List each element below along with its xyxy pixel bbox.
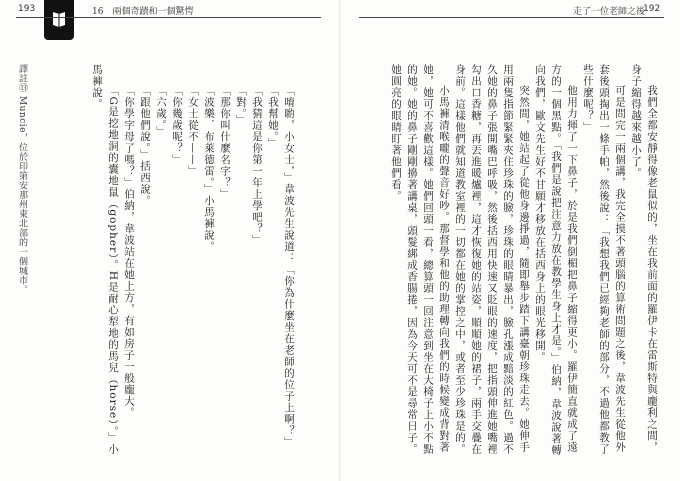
right-page-number: 192	[643, 4, 661, 14]
paragraph: 「唷喲，小女士，」韋波先生說道：「你為什麼坐在老師的位子上啊？」	[283, 85, 295, 448]
paragraph: 「G是挖地洞的囊地鼠（gopher）。H是耐心犁地的馬兒（horse）。」小馬褲說。	[91, 64, 119, 455]
paragraph: 「跟他們說。」括西說。	[139, 85, 151, 207]
paragraph: 「你學字母了嗎？」伯納，韋波站在她上方，有如房子一般龐大。	[123, 85, 135, 419]
left-body-text	[89, 64, 297, 464]
left-page	[0, 0, 339, 481]
paragraph: 他用力揮了一下鼻子，於是我們倒楣把鼻子縮得更小。羅伊簡直就成了遠方的一個黑點。「我們是說把注意力放在教學生身上才是。」伯納，韋波說著轉向我們，歐文先生好不甘願才移放在括西身上的眼光移開。	[534, 64, 578, 456]
paragraph: 「對。」	[235, 85, 247, 126]
right-page	[341, 0, 680, 481]
paragraph: 突然間，她站起了從他身邊掙過，隨即舉步踏下講臺朝珍珠走去。她伸手用兩隻指節緊緊夾住珍珠的臉，珍珠的眼睛暴出，臉孔漲成黯淡的紅色。過不久她的鼻子張開嘴巴呼吸，然後括西用快速又貶眼的速度，把指頭伸進她嘴裡勾出口香糖，再丟進暖爐裡，這才恢復她的站姿，順順她的裙子，兩手交疊在身前。這樣他們就知道教室裡的一切都在她的掌控之中，或者至少珍珠是的。	[454, 64, 530, 455]
book-logo-icon	[51, 10, 67, 28]
left-chapter-label: 16 兩個奇蹟和一個驚愕	[92, 7, 194, 17]
paragraph: 「那你叫什麼名字？」	[219, 85, 231, 200]
left-header-rule	[16, 17, 321, 18]
right-body-text	[360, 64, 660, 464]
paragraph: 「女士從不——」	[187, 85, 199, 177]
right-chapter-label: 走了一位老師之後	[573, 7, 646, 17]
paragraph: 「我猜這是你第一年上學吧？」	[251, 85, 263, 246]
left-page-number: 193	[18, 4, 36, 14]
paragraph: 我們全都安靜得像老鼠似的，坐在我前面的羅伊卡在雷斯特與龐利之間，身子縮得越來越小了。	[630, 64, 658, 453]
paragraph: 「波樂．布萊德雷。」小馬褲說。	[203, 85, 215, 253]
paragraph: 「你幾歲呢？」	[171, 85, 183, 166]
right-header-rule	[359, 17, 664, 18]
paragraph: 「六歲。」	[155, 85, 167, 138]
chapter-tab	[44, 0, 74, 40]
paragraph: 「我幫她。」	[267, 85, 279, 149]
footnote: 譯註⑬ Muncie，位於印第安那州東北部的一個城市。	[17, 64, 27, 295]
paragraph: 可是問完一兩個講，我完全摸不著頭腦的算術問題之後，韋波先生從他外套後頭掏出一條手帕，然後說：「我想我們已經夠老師的部分，不過他都教了些什麼呢？」	[582, 64, 626, 455]
paragraph: 小馬褲清喉嚨的聲音好吵。那督學和他的助理轉向我們的時候變成背對著她，她可不喜歡這樣。她們回頭一看，總算頭一回注意到坐在大椅子上小不點的她。她的鼻子剛剛擤著講桌，頭髮綁成香腸捲，因為今天可不是尋常日子。她圓亮的眼睛盯著他們看。	[390, 64, 450, 455]
